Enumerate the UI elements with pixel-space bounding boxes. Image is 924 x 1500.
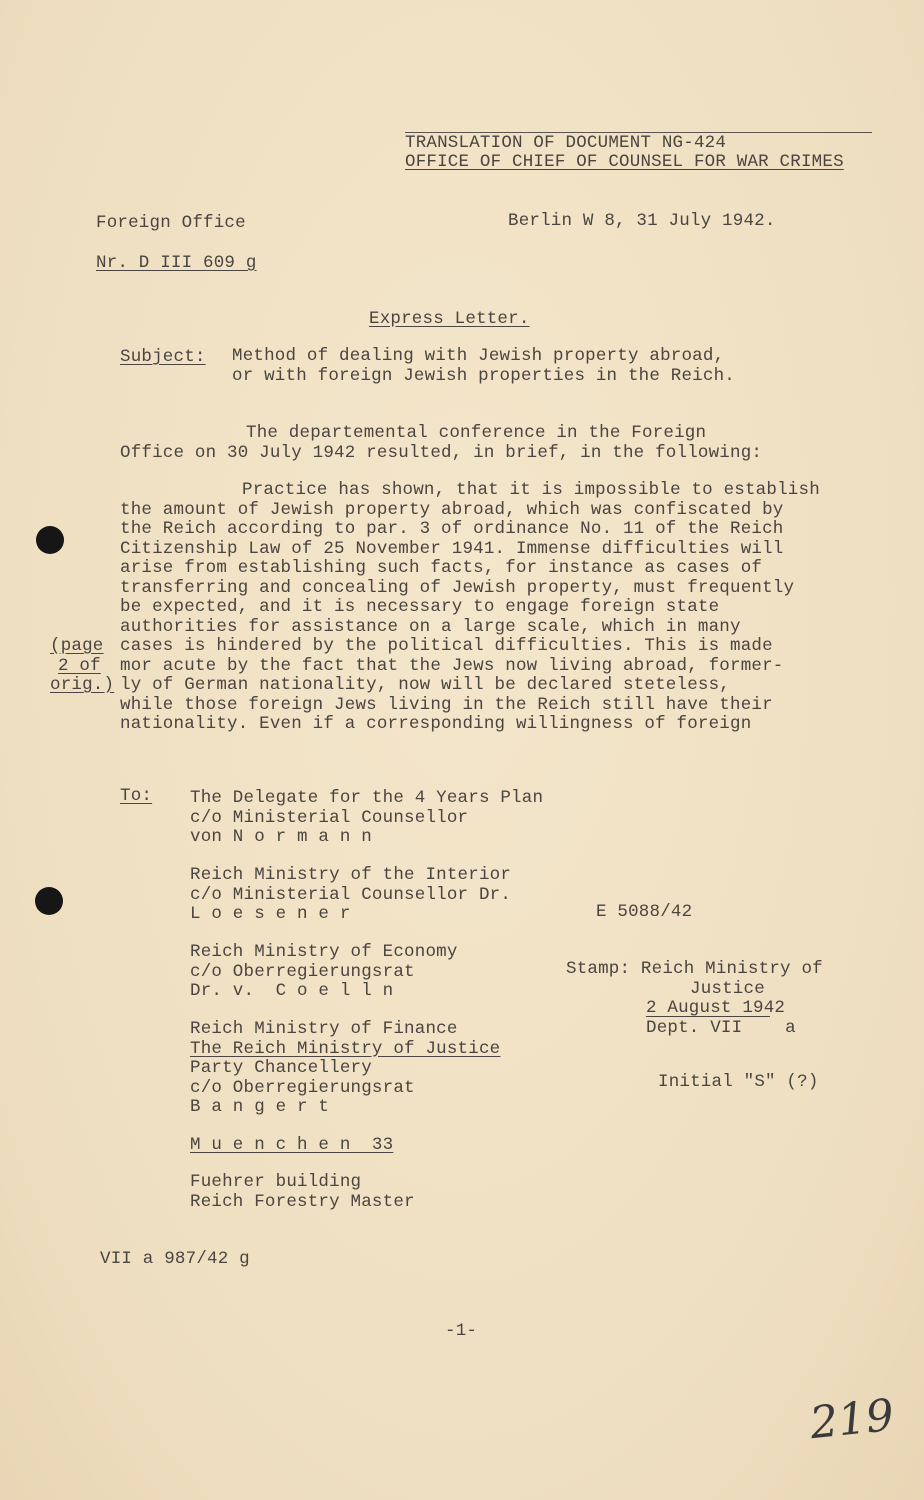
recipient-economy — [190, 943, 458, 1002]
stamp-underline — [646, 1016, 770, 1017]
recipient-line: von N o r m a n n — [190, 827, 372, 847]
text-line: while those foreign Jews living in the Reich still have their — [120, 694, 773, 715]
recipient-line: Party Chancellery — [190, 1058, 372, 1078]
punch-hole-bottom — [35, 887, 63, 915]
margin-note-line: orig.) — [50, 675, 115, 695]
to-label: To: — [120, 786, 153, 806]
recipient-finance-group — [190, 1020, 500, 1118]
recipient-4-years-plan — [190, 789, 543, 848]
stamp-line: Justice — [690, 978, 765, 999]
recipient-line: c/o Oberregierungsrat — [190, 961, 415, 982]
text-line: mor acute by the fact that the Jews now living abroad, former- — [120, 655, 784, 676]
recipient-line: c/o Oberregierungsrat — [190, 1077, 415, 1098]
text-line: authorities for assistance on a large scale, which in many — [120, 616, 741, 637]
recipient-line: c/o Ministerial Counsellor Dr. — [190, 884, 512, 905]
recipient-line: Reich Ministry of the Interior — [190, 865, 512, 885]
handwritten-page-number: 219 — [807, 1389, 897, 1450]
text-line: the Reich according to par. 3 of ordinance No. 11 of the Reich — [120, 519, 784, 539]
recipient-line: Reich Ministry of Economy — [190, 942, 458, 962]
stamp-line: Dept. VII a — [646, 1017, 796, 1038]
recipient-line: Dr. v. C o e l l n — [190, 981, 394, 1001]
reference-number: Nr. D III 609 g — [96, 253, 257, 273]
text-line: Citizenship Law of 25 November 1941. Immense difficulties will — [120, 538, 784, 559]
page-number: -1- — [445, 1321, 478, 1341]
letter-type: Express Letter. — [369, 309, 530, 329]
recipient-line: L o e s e n e r — [190, 904, 351, 924]
reference-number-right: E 5088/42 — [596, 902, 693, 922]
sender: Foreign Office — [96, 213, 246, 233]
text-line: The departemental conference in the Foreign — [246, 423, 707, 443]
stamp-line: Stamp: Reich Ministry of — [566, 959, 823, 979]
recipient-line: c/o Ministerial Counsellor — [190, 807, 469, 828]
recipient-munich — [190, 1136, 393, 1156]
margin-note-line: (page — [50, 636, 104, 656]
text-line: arise from establishing such facts, for instance as cases of — [120, 558, 763, 578]
recipient-line: B a n g e r t — [190, 1097, 330, 1117]
stamp-line: 2 August 1942 — [646, 998, 786, 1018]
recipient-line: Reich Forestry Master — [190, 1191, 415, 1212]
text-line: be expected, and it is necessary to engage foreign state — [120, 597, 720, 617]
text-line: Practice has shown, that it is impossible to establish — [242, 480, 820, 500]
subject-label: Subject: — [120, 347, 206, 367]
paragraph-practice — [120, 481, 820, 735]
margin-note — [50, 637, 114, 696]
text-line: nationality. Even if a corresponding willingness of foreign — [120, 714, 752, 734]
recipient-line: M u e n c h e n 33 — [190, 1135, 394, 1155]
text-line: the amount of Jewish property abroad, which was confiscated by — [120, 499, 784, 520]
subject-line1: Method of dealing with Jewish property abroad, — [232, 346, 725, 366]
text-line: cases is hindered by the political difficulties. This is made — [120, 636, 773, 656]
margin-note-line: 2 of — [58, 655, 101, 676]
file-reference: VII a 987/42 g — [100, 1249, 250, 1269]
stamp-block — [566, 960, 823, 1038]
recipient-line: The Delegate for the 4 Years Plan — [190, 788, 544, 808]
initial-note: Initial "S" (?) — [658, 1072, 819, 1092]
recipient-line: Reich Ministry of Finance — [190, 1019, 458, 1039]
recipient-line-justice: The Reich Ministry of Justice — [190, 1038, 501, 1059]
text-line: ly of German nationality, now will be declared steteless, — [120, 675, 730, 695]
place-date: Berlin W 8, 31 July 1942. — [508, 211, 776, 231]
text-line: transferring and concealing of Jewish property, must frequently — [120, 577, 795, 598]
recipient-interior — [190, 866, 511, 925]
translation-header-line2: OFFICE OF CHIEF OF COUNSEL FOR WAR CRIMES — [405, 152, 844, 172]
translation-header-line1: TRANSLATION OF DOCUMENT NG-424 — [405, 133, 727, 153]
text-line: Office on 30 July 1942 resulted, in brief, in the following: — [120, 442, 763, 463]
punch-hole-top — [36, 526, 64, 554]
paragraph-conference — [120, 424, 762, 463]
recipient-fuehrer-building — [190, 1173, 415, 1212]
subject-line2: or with foreign Jewish properties in the Reich. — [232, 366, 735, 386]
recipient-line: Fuehrer building — [190, 1172, 362, 1192]
